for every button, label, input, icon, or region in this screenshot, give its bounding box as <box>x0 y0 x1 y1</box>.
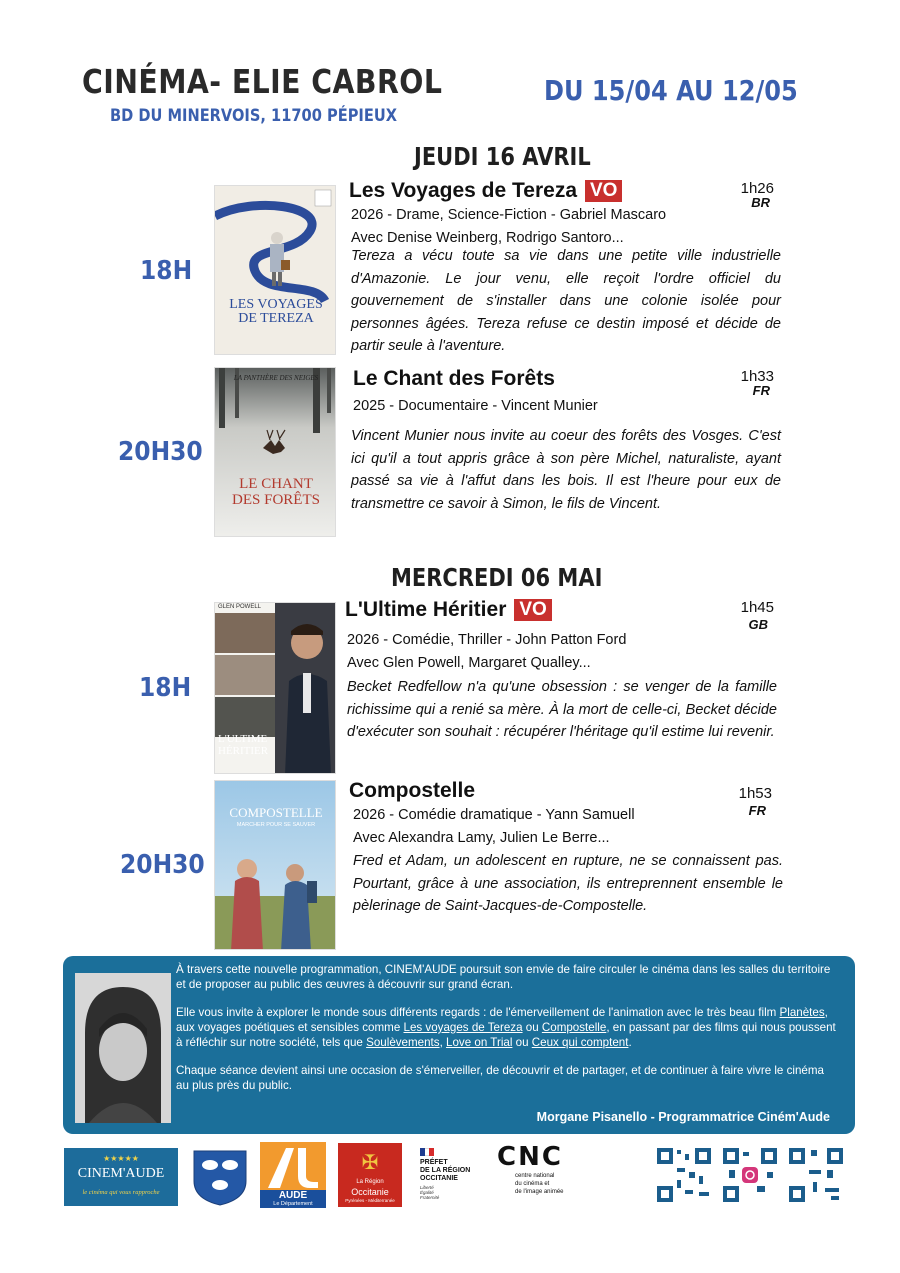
stars-icon: ★★★★★ <box>103 1154 139 1163</box>
cinemaude-logo[interactable] <box>64 1148 178 1206</box>
film-meta: 2025 - Documentaire - Vincent Munier <box>353 398 598 414</box>
film-synopsis: Fred et Adam, un adolescent en rupture, ne se connaissent pas. Pourtant, grâce à une association, ils entreprennent ensemble le pèlerinage de Saint-Jacques-de-Compostelle. <box>353 853 783 914</box>
film-cast: Avec Alexandra Lamy, Julien Le Berre... <box>353 830 610 846</box>
logo-text: de l'image animée <box>515 1189 564 1195</box>
film-link[interactable]: Planètes <box>779 1006 825 1019</box>
film-title[interactable] <box>353 367 555 391</box>
film-cast: Avec Glen Powell, Margaret Qualley... <box>347 655 591 671</box>
info-paragraph: Chaque séance devient ainsi une occasion de s'émerveiller, de découvrir et de partager, et de continuer à faire vivre le cinéma au plus près du public. <box>176 1064 824 1092</box>
duration: 1h53 <box>738 785 772 802</box>
instagram-qr-code-icon[interactable] <box>721 1146 779 1204</box>
film-link[interactable]: Soulèvements <box>366 1036 440 1049</box>
info-text: ou <box>512 1036 532 1049</box>
movie-poster[interactable] <box>214 185 336 355</box>
poster-text: DES FORÊTS <box>232 492 320 508</box>
poster-text: LES VOYAGES <box>229 297 323 312</box>
logo-text: DE LA RÉGION <box>420 1167 471 1174</box>
film-synopsis: Tereza a vécu toute sa vie dans une petite ville industrielle d'Amazonie. Le jour venu, elle reçoit l'ordre officiel du gouvernement de s'installer dans une colonie isolée pour personnes âgées. Tereza refuse ce destin imposé et décide de partir seule à l'aventure. <box>351 248 781 354</box>
film-title-text: Les Voyages de Tereza <box>349 179 577 202</box>
logo-text: AUDE <box>260 1190 326 1201</box>
day-heading: JEUDI 16 AVRIL <box>414 142 591 171</box>
film-link[interactable]: Les voyages de Tereza <box>403 1021 523 1034</box>
showtime: 20H30 <box>120 850 205 880</box>
info-text: ou <box>522 1021 542 1034</box>
coat-of-arms-icon <box>190 1147 250 1207</box>
film-meta: 2026 - Comédie dramatique - Yann Samuell <box>353 807 635 823</box>
film-link[interactable]: Love on Trial <box>446 1036 513 1049</box>
film-title[interactable] <box>345 598 552 622</box>
cinema-title: CINÉMA- ELIE CABROL <box>82 62 443 101</box>
occitanie-region-logo[interactable] <box>338 1143 402 1207</box>
poster-text: LE CHANT <box>239 476 313 492</box>
logo-text: Occitanie <box>351 1187 389 1197</box>
film-link[interactable]: Compostelle <box>541 1021 607 1034</box>
poster-text: DE TEREZA <box>238 311 314 326</box>
qr-code-icon[interactable] <box>655 1146 713 1204</box>
country-code: BR <box>751 195 770 210</box>
film-title-text: L'Ultime Héritier <box>345 598 507 621</box>
duration: 1h45 <box>740 599 774 616</box>
logo-text: CNC <box>497 1142 563 1172</box>
film-link[interactable]: Ceux qui comptent <box>531 1036 629 1049</box>
cinema-address: BD DU MINERVOIS, 11700 PÉPIEUX <box>110 106 397 126</box>
film-title-text: Compostelle <box>349 779 476 802</box>
logo-motto: Liberté <box>420 1185 434 1190</box>
showtime: 18H <box>140 256 193 286</box>
logo-tagline: le cinéma qui vous rapproche <box>82 1189 160 1196</box>
film-synopsis: Becket Redfellow n'a qu'une obsession : se venger de la famille richissime qui a renié sa mère. À la mort de celle-ci, Becket décide d'exécuter son souhait : récupérer l'héritage qu'il estime lui revenir. <box>347 679 777 740</box>
info-text: . <box>628 1036 632 1049</box>
film-title[interactable] <box>349 179 622 203</box>
cnc-logo[interactable] <box>497 1142 579 1208</box>
logo-text: La Région <box>356 1179 384 1185</box>
prefecture-logo[interactable] <box>420 1148 484 1206</box>
logo-text: PRÉFET <box>420 1159 448 1166</box>
logo-motto: Égalité <box>420 1190 434 1195</box>
vo-badge: VO <box>585 180 622 202</box>
country-code: FR <box>752 383 770 398</box>
poster-text: LA PANTHÈRE DES NEIGES <box>233 374 319 382</box>
movie-poster[interactable] <box>214 602 336 774</box>
showtime: 18H <box>139 673 192 703</box>
film-synopsis: Vincent Munier nous invite au coeur des forêts des Vosges. C'est ici qu'il a tout appris grâce à son père Michel, naturaliste, ayant passé sa vie à l'affut dans les bois. Il est l'heure pour eux de transmettre ce savoir à Simon, le fils de Vincent. <box>351 428 781 512</box>
duration: 1h33 <box>740 368 774 385</box>
info-paragraph <box>176 1005 840 1050</box>
logo-text: CINEM'AUDE <box>77 1166 165 1181</box>
logo-text: centre national <box>515 1173 555 1179</box>
country-code: FR <box>748 803 766 818</box>
poster-text: COMPOSTELLE <box>229 805 323 820</box>
showtime: 20H30 <box>118 437 203 467</box>
info-text: , <box>439 1036 447 1049</box>
poster-text: GLEN POWELL <box>218 604 262 610</box>
info-paragraph: À travers cette nouvelle programmation, CINEM'AUDE poursuit son envie de faire circuler le cinéma dans les salles du territoire et de proposer au public des œuvres à découvrir sur grand écran. <box>176 963 831 991</box>
film-title[interactable] <box>349 779 475 803</box>
date-range: DU 15/04 AU 12/05 <box>544 74 798 107</box>
film-meta: 2026 - Comédie, Thriller - John Patton Ford <box>347 632 627 648</box>
poster-text: MARCHER POUR SE SAUVER <box>236 822 316 828</box>
logo-subtext: Pyrénées - Méditerranée <box>345 1198 395 1203</box>
poster-forets-art <box>215 368 336 537</box>
country-code: GB <box>748 617 768 632</box>
duration: 1h26 <box>740 180 774 197</box>
poster-text: HÉRITIER <box>218 745 269 757</box>
logo-motto: Fraternité <box>420 1195 440 1200</box>
programmer-photo <box>75 973 171 1123</box>
qr-code-icon[interactable] <box>787 1146 845 1204</box>
info-text: , aux voyages poétiques et sensibles comme <box>176 1006 828 1034</box>
info-text: , en passant par des films qui nous poussent à réfléchir sur notre société, tels que <box>176 1021 836 1049</box>
poster-tereza-art <box>215 186 336 355</box>
occitan-cross-icon: ✠ <box>361 1152 379 1174</box>
portrait-image <box>75 973 171 1123</box>
logo-subtext: Le Département <box>260 1201 326 1208</box>
poster-text: L'ULTIME <box>218 733 268 745</box>
day-heading: MERCREDI 06 MAI <box>391 563 603 592</box>
logo-text: OCCITANIE <box>420 1175 458 1182</box>
movie-poster[interactable] <box>214 367 336 537</box>
movie-poster[interactable] <box>214 780 336 950</box>
film-title-text: Le Chant des Forêts <box>353 367 555 390</box>
logo-text: du cinéma et <box>515 1181 550 1187</box>
film-cast: Avec Denise Weinberg, Rodrigo Santoro... <box>351 230 624 246</box>
french-flag-icon <box>420 1148 434 1156</box>
info-text: Elle vous invite à explorer le monde sous différents regards : de l'émerveillement de l'animation avec le très beau film <box>176 1006 780 1019</box>
vo-badge: VO <box>514 599 551 621</box>
signature: Morgane Pisanello - Programmatrice Ciném'Aude <box>536 1110 830 1124</box>
film-meta: 2026 - Drame, Science-Fiction - Gabriel Mascaro <box>351 207 667 223</box>
aude-department-logo[interactable] <box>260 1142 326 1208</box>
